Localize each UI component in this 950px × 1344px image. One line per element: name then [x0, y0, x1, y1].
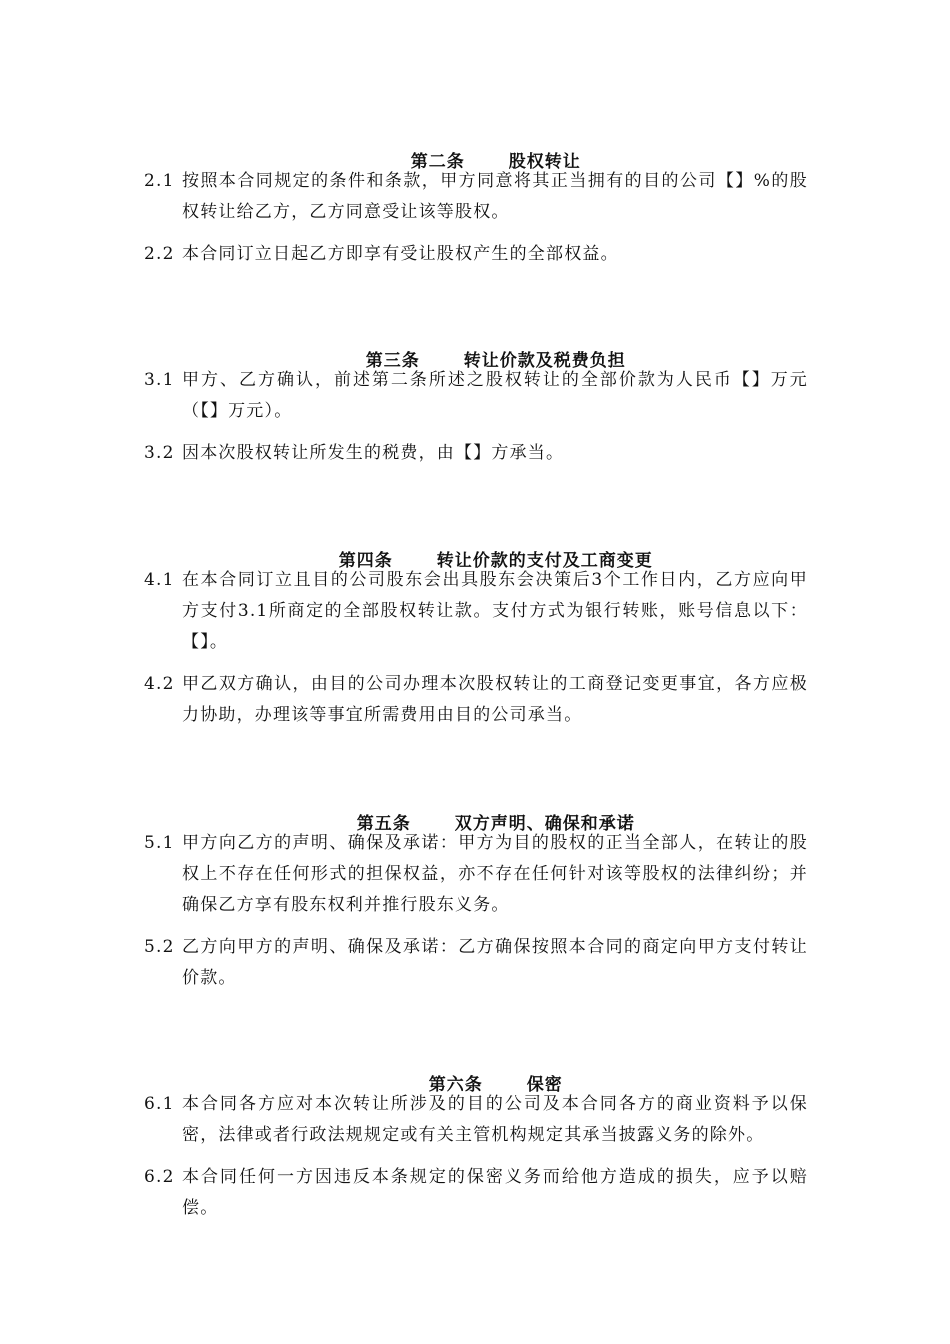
clause-number: 5.2 [144, 937, 175, 957]
clause-text: 本合同任何一方因违反本条规定的保密义务而给他方造成的损失，应予以赔偿。 [182, 1167, 808, 1218]
article-5 [0, 785, 950, 994]
article-4 [0, 522, 950, 731]
clause-number: 3.1 [144, 370, 175, 390]
clause-text: 甲乙双方确认，由目的公司办理本次股权转让的工商登记变更事宜，各方应极力协助，办理该等事宜所需费用由目的公司承当。 [182, 674, 808, 725]
article-title: 转让价款的支付及工商变更 [436, 551, 653, 571]
clause-text: 甲方、乙方确认，前述第二条所述之股权转让的全部价款为人民币【】万元（【】万元）。 [182, 370, 808, 421]
clause-number: 4.2 [144, 674, 175, 694]
clause-text: 乙方向甲方的声明、确保及承诺：乙方确保按照本合同的商定向甲方支付转让价款。 [182, 937, 808, 988]
clause-3-2 [144, 438, 808, 469]
article-number: 第四条 [338, 551, 393, 571]
clause-text: 按照本合同规定的条件和条款，甲方同意将其正当拥有的目的公司【】%的股权转让给乙方，乙方同意受让该等股权。 [182, 171, 808, 222]
clause-text: 因本次股权转让所发生的税费，由【】方承当。 [182, 443, 565, 463]
article-title: 转让价款及税费负担 [463, 351, 626, 371]
article-6 [0, 1046, 950, 1224]
article-heading [0, 123, 950, 172]
clause-4-2 [144, 669, 808, 731]
clause-number: 4.1 [144, 570, 175, 590]
clause-text: 本合同订立日起乙方即享有受让股权产生的全部权益。 [182, 244, 619, 264]
article-3 [0, 322, 950, 469]
clause-number: 3.2 [144, 443, 175, 463]
clause-6-2 [144, 1162, 808, 1224]
article-number: 第六条 [428, 1075, 483, 1095]
clause-number: 6.1 [144, 1094, 175, 1114]
clause-5-1 [144, 828, 808, 921]
clause-text: 甲方向乙方的声明、确保及承诺：甲方为目的股权的正当全部人，在转让的股权上不存在任何形式的担保权益，亦不存在任何针对该等股权的法律纠纷；并确保乙方享有股东权利并推行股东义务。 [182, 833, 808, 915]
article-heading [0, 522, 950, 571]
article-title: 双方声明、确保和承诺 [454, 814, 635, 834]
clause-2-1 [144, 166, 808, 228]
article-title: 保密 [526, 1075, 563, 1095]
clause-text: 在本合同订立且目的公司股东会出具股东会决策后3个工作日内，乙方应向甲方支付3.1所商定的全部股权转让款。支付方式为银行转账，账号信息以下：【】。 [182, 570, 808, 652]
article-heading [0, 322, 950, 371]
clause-6-1 [144, 1089, 808, 1151]
clause-5-2 [144, 932, 808, 994]
clause-text: 本合同各方应对本次转让所涉及的目的公司及本合同各方的商业资料予以保密，法律或者行政法规规定或有关主管机构规定其承当披露义务的除外。 [182, 1094, 808, 1145]
clause-number: 5.1 [144, 833, 175, 853]
article-2 [0, 123, 950, 270]
article-heading [0, 1046, 950, 1095]
clause-2-2 [144, 239, 808, 270]
article-number: 第三条 [365, 351, 420, 371]
article-number: 第二条 [410, 152, 465, 172]
clause-number: 2.1 [144, 171, 175, 191]
article-title: 股权转让 [508, 152, 581, 172]
clause-number: 2.2 [144, 244, 175, 264]
article-heading [0, 785, 950, 834]
article-number: 第五条 [356, 814, 411, 834]
clause-number: 6.2 [144, 1167, 175, 1187]
clause-3-1 [144, 365, 808, 427]
clause-4-1 [144, 565, 808, 658]
